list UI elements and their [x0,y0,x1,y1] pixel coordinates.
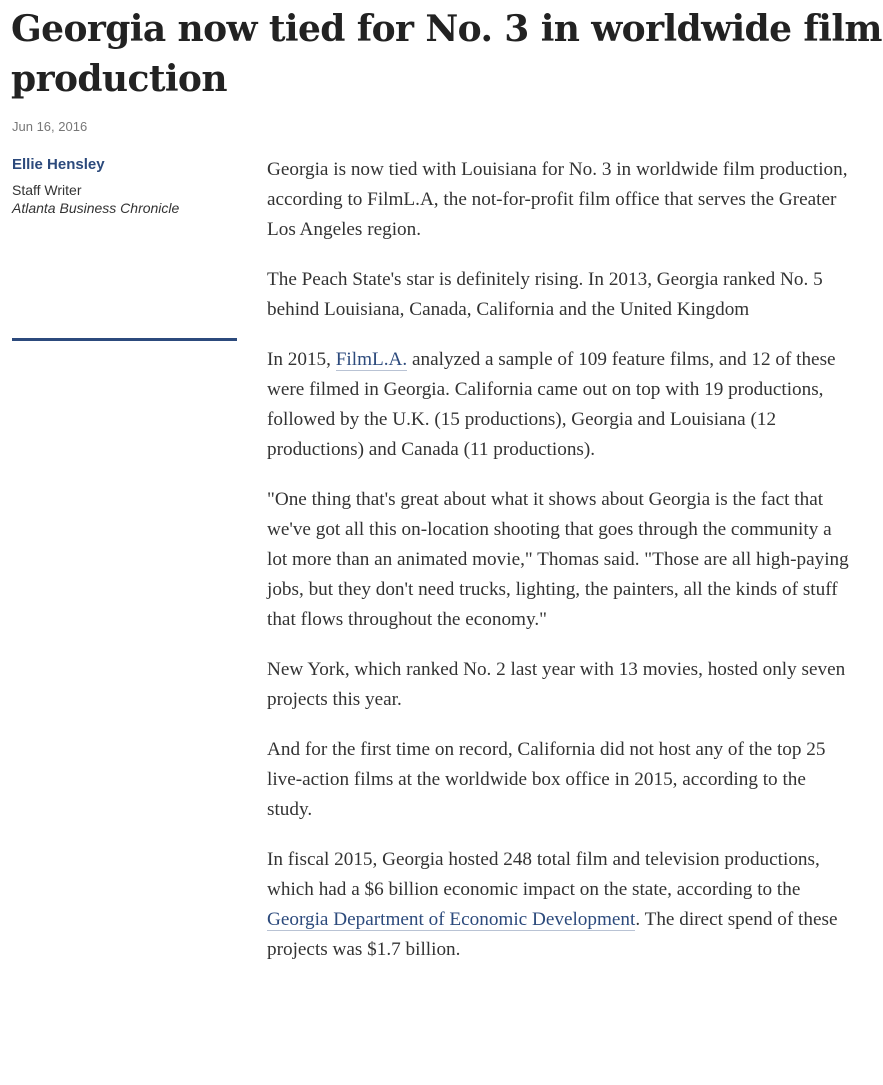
article-paragraph-3 [267,345,855,465]
georgia-dept-economic-development-link[interactable]: Georgia Department of Economic Development [267,909,636,930]
author-name-link[interactable]: Ellie Hensley [12,156,105,173]
filmla-link[interactable]: FilmL.A. [335,349,408,370]
author-publication: Atlanta Business Chronicle [12,200,180,216]
article-body [267,155,855,985]
publish-date: Jun 16, 2016 [12,119,88,134]
paragraph-3-text-before: In 2015, [267,349,336,370]
article-paragraph-1: Georgia is now tied with Louisiana for No. 3 in worldwide film production, according to FilmL.A, the not-for-profit film office that serves the Greater Los Angeles region. [267,159,848,240]
byline [12,155,237,217]
article-paragraph-4: "One thing that's great about what it shows about Georgia is the fact that we've got all this on-location shooting that goes through the community a lot more than an animated movie," Thomas said. "Those are all high-paying jobs, but they don't need trucks, lighting, the painters, all the kinds of stuff that flows throughout the economy." [267,489,849,630]
article-paragraph-2: The Peach State's star is definitely rising. In 2013, Georgia ranked No. 5 behind Louisiana, Canada, California and the United Kingdom [267,269,823,320]
article-paragraph-5: New York, which ranked No. 2 last year with 13 movies, hosted only seven projects this year. [267,659,846,710]
author-role: Staff Writer [12,182,82,198]
article-headline: Georgia now tied for No. 3 in worldwide film production [11,8,882,100]
paragraph-7-text-before: In fiscal 2015, Georgia hosted 248 total film and television productions, which had a $6 billion economic impact on the state, according to the [267,849,820,900]
article-paragraph-7 [267,845,855,965]
byline-divider [12,338,237,341]
paragraph-3-text-after: analyzed a sample of 109 feature films, and 12 of these were filmed in Georgia. California came out on top with 19 productions, followed by the U.K. (15 productions), Georgia and Louisiana (12 productions) and Canada (11 productions). [267,349,836,460]
article-paragraph-6: And for the first time on record, California did not host any of the top 25 live-action films at the worldwide box office in 2015, according to the study. [267,739,826,820]
paragraph-7-text-after: . The direct spend of these projects was $1.7 billion. [267,909,838,960]
